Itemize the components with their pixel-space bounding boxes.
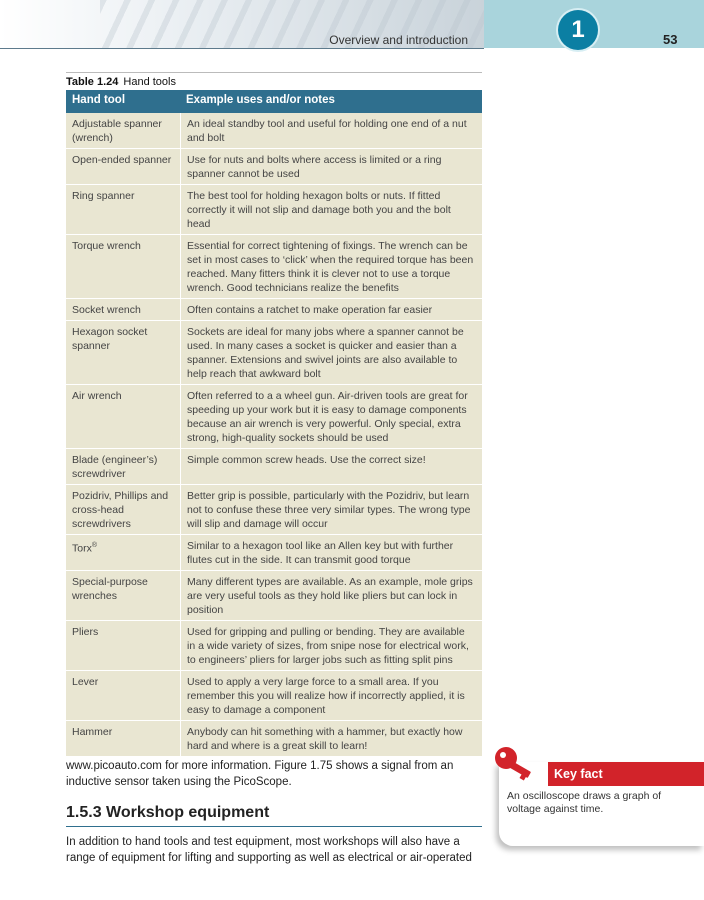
key-icon: [490, 744, 538, 788]
hand-tools-table: [66, 90, 482, 757]
notes-cell: Often contains a ratchet to make operation far easier: [180, 299, 482, 320]
tool-cell: Pliers: [72, 626, 99, 638]
notes-cell: An ideal standby tool and useful for holding one end of a nut and bolt: [180, 113, 482, 148]
tool-cell: Pozidriv, Phillips and cross-head screwdrivers: [72, 490, 169, 530]
table-row: [66, 485, 482, 535]
table-row: [66, 535, 482, 571]
column-header-notes: Example uses and/or notes: [186, 94, 335, 106]
notes-cell: Many different types are available. As an example, mole grips are very useful tools as they hold like pliers but can lock in position: [180, 571, 482, 620]
table-row: [66, 321, 482, 385]
body-paragraph-2: In addition to hand tools and test equipment, most workshops will also have a range of equipment for lifting and supporting as well as electrical or air-operated: [66, 836, 472, 864]
table-row: [66, 621, 482, 671]
section-heading-rule: [66, 826, 482, 827]
table-row: [66, 235, 482, 299]
table-row: [66, 385, 482, 449]
tool-cell: Special-purpose wrenches: [72, 576, 148, 602]
notes-cell: Used for gripping and pulling or bending. They are available in a wide variety of sizes, from snipe nose for electrical work, to engineers’ pliers for larger jobs such as fitting split pins: [180, 621, 482, 670]
notes-cell: Essential for correct tightening of fixings. The wrench can be set in most cases to ‘click’ when the required torque has been reached. Many fitters think it is clever not to use a torque wrench. Good technicians realize the benefits: [180, 235, 482, 298]
tool-cell: Open-ended spanner: [72, 154, 172, 166]
tool-cell: Socket wrench: [72, 304, 141, 316]
table-caption: [66, 72, 482, 88]
notes-cell: Better grip is possible, particularly with the Pozidriv, but learn not to confuse these three very similar types. The wrong type will slip and damage will occur: [180, 485, 482, 534]
column-header-tool: Hand tool: [72, 94, 126, 106]
tool-cell: Hexagon socket spanner: [72, 326, 148, 352]
table-caption-label: Table 1.24: [66, 76, 119, 88]
notes-cell: Used to apply a very large force to a small area. If you remember this you will realize how if incorrectly applied, it is easy to damage a component: [180, 671, 482, 720]
registered-mark: ®: [91, 542, 98, 549]
tool-cell: Torque wrench: [72, 240, 141, 252]
notes-cell: Use for nuts and bolts where access is limited or a ring spanner cannot be used: [180, 149, 482, 184]
notes-cell: Similar to a hexagon tool like an Allen key but with further flutes cut in the side. It can transmit good torque: [180, 535, 482, 570]
body-paragraph-1: www.picoauto.com for more information. Figure 1.75 shows a signal from an inductive sensor taken using the PicoScope.: [66, 760, 454, 788]
table-row: [66, 671, 482, 721]
tool-cell: [66, 535, 180, 570]
section-title: Overview and introduction: [329, 33, 468, 47]
notes-cell: Sockets are ideal for many jobs where a spanner cannot be used. In many cases a socket is quicker and easier than a spanner. Extensions and swivel joints are also available to help reach that awkward bolt: [180, 321, 482, 384]
key-fact-title: Key fact: [554, 767, 603, 781]
header-divider: [0, 48, 484, 49]
notes-cell: The best tool for holding hexagon bolts or nuts. If fitted correctly it will not slip and damage both you and the bolt head: [180, 185, 482, 234]
tool-cell: Adjustable spanner (wrench): [72, 118, 162, 144]
tool-cell: Air wrench: [72, 390, 122, 402]
table-caption-title: Hand tools: [123, 76, 176, 88]
notes-cell: Often referred to a a wheel gun. Air-driven tools are great for speeding up your work but it is easy to damage components because an air wrench is very powerful. Only special, extra strong, high-quality sockets should be used: [180, 385, 482, 448]
tool-name: Torx: [72, 542, 92, 555]
tool-cell: Lever: [72, 676, 99, 688]
table-row: [66, 185, 482, 235]
tool-cell: Ring spanner: [72, 190, 135, 202]
notes-cell: Simple common screw heads. Use the correct size!: [180, 449, 482, 484]
section-heading: 1.5.3 Workshop equipment: [66, 804, 270, 821]
table-row: [66, 149, 482, 185]
table-row: [66, 571, 482, 621]
table-header-row: [66, 90, 482, 113]
table-row: [66, 449, 482, 485]
key-fact-text: An oscilloscope draws a graph of voltage against time.: [507, 790, 662, 815]
tool-cell: Hammer: [72, 726, 113, 738]
tool-cell: Blade (engineer’s) screwdriver: [72, 454, 158, 480]
table-row: [66, 113, 482, 149]
notes-cell: Anybody can hit something with a hammer, but exactly how hard and where is a great skill to learn!: [180, 721, 482, 756]
page-number: 53: [663, 32, 678, 47]
table-row: [66, 299, 482, 321]
table-row: [66, 721, 482, 757]
chapter-badge: 1: [558, 10, 598, 50]
